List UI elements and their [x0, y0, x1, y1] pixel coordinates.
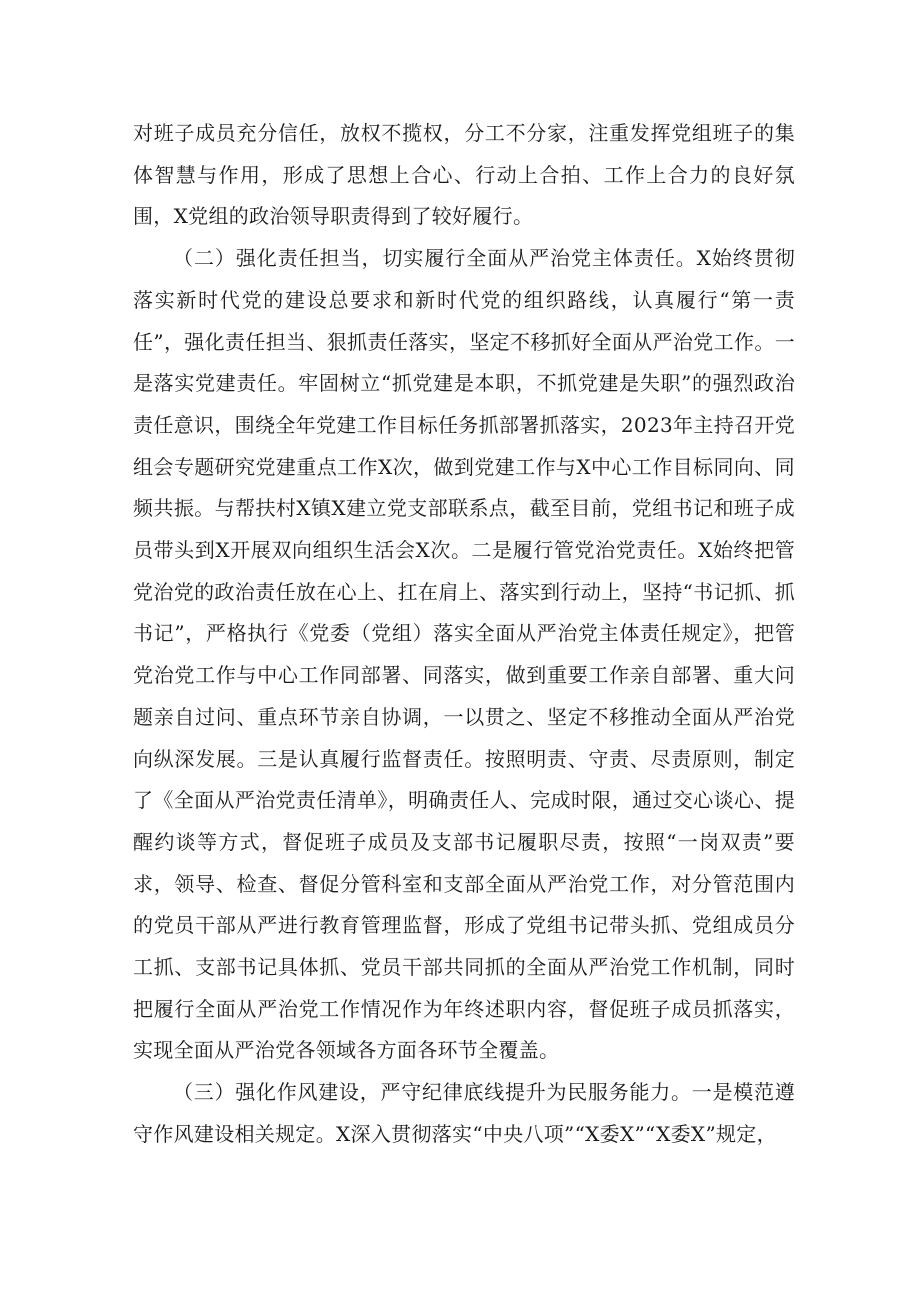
document-body	[133, 113, 795, 1156]
paragraph-continuation: 对班子成员充分信任，放权不揽权，分工不分家，注重发挥党组班子的集体智慧与作用，形成了思想上合心、行动上合拍、工作上合力的良好氛围，X党组的政治领导职责得到了较好履行。	[133, 121, 795, 229]
paragraph-section-3: （三）强化作风建设，严守纪律底线提升为民服务能力。一是模范遵守作风建设相关规定。X深入贯彻落实“中央八项”“X委X”“X委X”规定，	[133, 1080, 795, 1146]
paragraph-section-2: （二）强化责任担当，切实履行全面从严治党主体责任。X始终贯彻落实新时代党的建设总要求和新时代党的组织路线，认真履行“第一责任”，强化责任担当、狠抓责任落实，坚定不移抓好全面从严治党工作。一是落实党建责任。牢固树立“抓党建是本职，不抓党建是失职”的强烈政治责任意识，围绕全年党建工作目标任务抓部署抓落实，2023年主持召开党组会专题研究党建重点工作X次，做到党建工作与X中心工作目标同向、同频共振。与帮扶村X镇X建立党支部联系点，截至目前，党组书记和班子成员带头到X开展双向组织生活会X次。二是履行管党治党责任。X始终把管党治党的政治责任放在心上、扛在肩上、落实到行动上，坚持“书记抓、抓书记”，严格执行《党委（党组）落实全面从严治党主体责任规定》，把管党治党工作与中心工作同部署、同落实，做到重要工作亲自部署、重大问题亲自过问、重点环节亲自协调，一以贯之、坚定不移推动全面从严治党向纵深发展。三是认真履行监督责任。按照明责、守责、尽责原则，制定了《全面从严治党责任清单》，明确责任人、完成时限，通过交心谈心、提醒约谈等方式，督促班子成员及支部书记履职尽责，按照“一岗双责”要求，领导、检查、督促分管科室和支部全面从严治党工作，对分管范围内的党员干部从严进行教育管理监督，形成了党组书记带头抓、党组成员分工抓、支部书记具体抓、党员干部共同抓的全面从严治党工作机制，同时把履行全面从严治党工作情况作为年终述职内容，督促班子成员抓落实，实现全面从严治党各领域各方面各环节全覆盖。	[133, 246, 795, 1063]
